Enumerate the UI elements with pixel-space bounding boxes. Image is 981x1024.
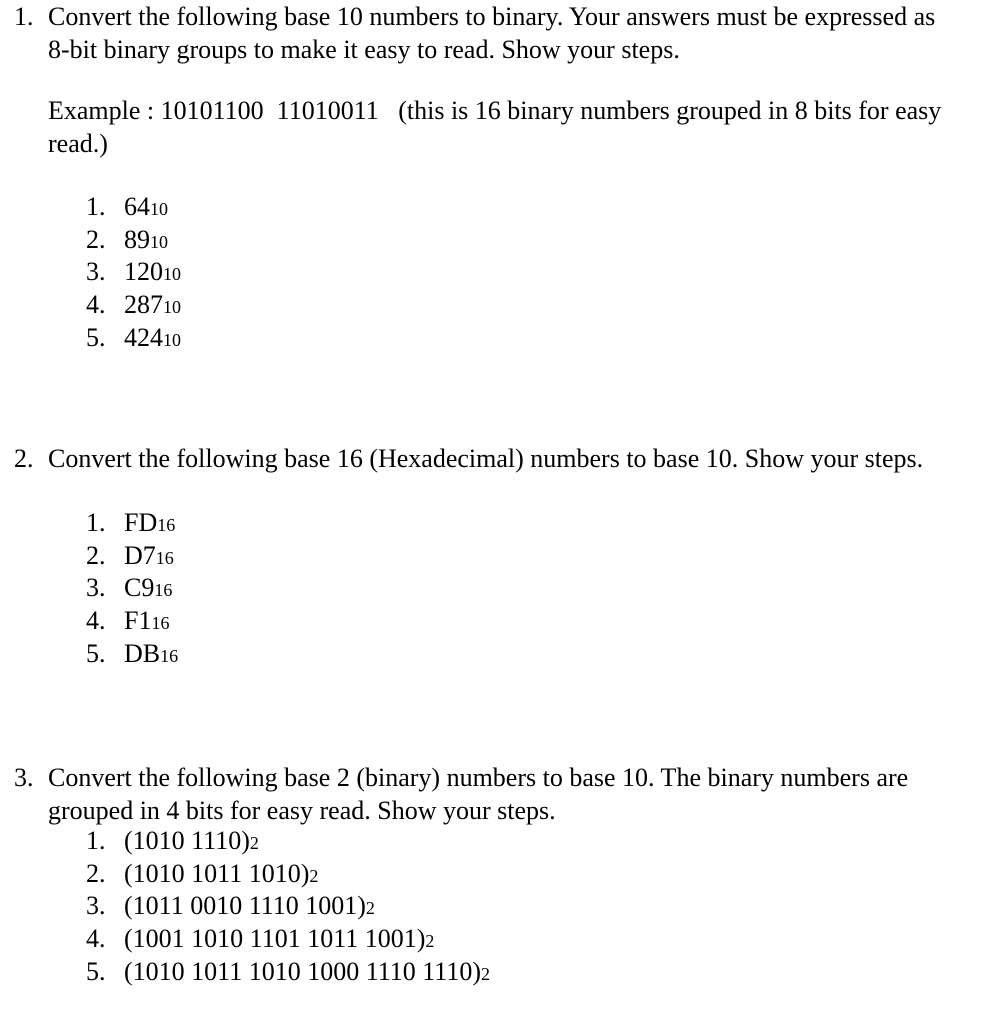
question-3-text: Convert the following base 2 (binary) numbers to base 10. The binary numbers are grouped in 4 bits for easy read. Show your steps. — [48, 763, 909, 825]
question-1-example: Example : 10101100 11010011 (this is 16 binary numbers grouped in 8 bits for easy read.) — [48, 96, 948, 158]
list-item: 2. 8910 — [86, 224, 168, 254]
list-item: 3. C916 — [86, 573, 173, 603]
question-3-number: 3. — [14, 763, 34, 792]
question-2-list — [86, 507, 178, 670]
question-2-number: 2. — [14, 444, 34, 473]
question-2-text: Convert the following base 16 (Hexadecimal) numbers to base 10. Show your steps. — [48, 444, 924, 473]
list-item: 3. (1011 0010 1110 1001)2 — [86, 891, 375, 921]
list-item: 1. 6410 — [86, 192, 168, 221]
list-item: 4. 28710 — [86, 290, 181, 320]
list-item: 4. (1001 1010 1101 1011 1001)2 — [86, 924, 435, 954]
question-1-list — [86, 191, 181, 354]
list-item: 1. FD16 — [86, 508, 176, 537]
question-3 — [0, 761, 960, 827]
question-1-text: Convert the following base 10 numbers to binary. Your answers must be expressed as 8-bit binary groups to make it easy to read. Show your steps. — [48, 2, 936, 64]
question-2 — [0, 442, 960, 475]
list-item: 2. (1010 1011 1010)2 — [86, 858, 319, 888]
list-item: 5. DB16 — [86, 638, 179, 668]
list-item: 2. D716 — [86, 540, 174, 570]
question-3-list — [86, 825, 490, 988]
list-item: 3. 12010 — [86, 257, 181, 287]
question-1-number: 1. — [14, 2, 34, 31]
question-1 — [0, 0, 960, 66]
list-item: 5. (1010 1011 1010 1000 1110 1110)2 — [86, 956, 490, 986]
list-item: 5. 42410 — [86, 322, 181, 352]
list-item: 1. (1010 1110)2 — [86, 826, 259, 855]
list-item: 4. F116 — [86, 606, 170, 636]
